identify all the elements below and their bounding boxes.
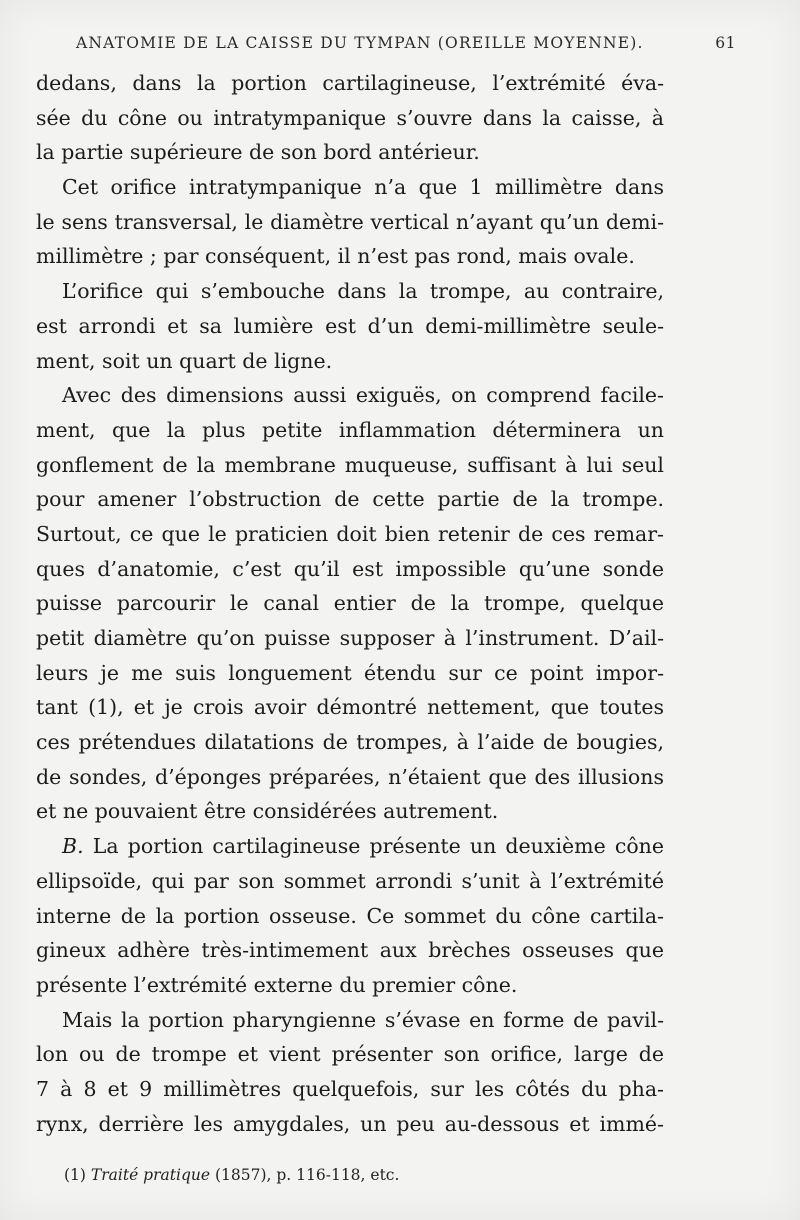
footnote-rule bbox=[36, 1150, 186, 1151]
text-line: leurs je me suis longuement étendu sur ce point impor- bbox=[36, 660, 664, 685]
text-line: pour amener l’obstruction de cette partie de la trompe. bbox=[36, 487, 664, 512]
text-line: Cet orifice intratympanique n’a que 1 millimètre dans bbox=[62, 175, 664, 200]
text-line: ques d’anatomie, c’est qu’il est impossible qu’une sonde bbox=[36, 556, 664, 581]
footnote-marker: (1) bbox=[64, 1166, 86, 1184]
footnote-text: (1857), p. 116-118, etc. bbox=[214, 1166, 400, 1184]
text-line: le sens transversal, le diamètre vertical n’ayant qu’un demi- bbox=[36, 209, 664, 234]
text-line: Mais la portion pharyngienne s’évase en forme de pavil- bbox=[62, 1007, 664, 1032]
text-line: Surtout, ce que le praticien doit bien retenir de ces remar- bbox=[36, 521, 664, 546]
text-line: sée du cône ou intratympanique s’ouvre dans la caisse, à bbox=[36, 105, 664, 130]
text-line: lon ou de trompe et vient présenter son orifice, large de bbox=[36, 1042, 664, 1067]
running-header bbox=[76, 34, 736, 52]
text-line: la partie supérieure de son bord antérieur. bbox=[36, 140, 480, 165]
text-line: de sondes, d’éponges préparées, n’étaient que des illusions bbox=[36, 764, 664, 789]
text-line: ces prétendues dilatations de trompes, à l’aide de bougies, bbox=[36, 730, 664, 755]
running-title: ANATOMIE DE LA CAISSE DU TYMPAN (OREILLE MOYENNE). bbox=[76, 34, 644, 52]
text-line: présente l’extrémité externe du premier cône. bbox=[36, 972, 518, 997]
text-line bbox=[36, 829, 664, 864]
text-line: 7 à 8 et 9 millimètres quelquefois, sur les côtés du pha- bbox=[36, 1076, 664, 1101]
text-line: petit diamètre qu’on puisse supposer à l’instrument. D’ail- bbox=[36, 626, 664, 650]
text-line: ment, soit un quart de ligne. bbox=[36, 348, 333, 373]
text-line: puisse parcourir le canal entier de la trompe, quelque bbox=[36, 591, 664, 616]
text-line: dedans, dans la portion cartilagineuse, l’extrémité éva- bbox=[36, 71, 664, 95]
text-line: gonflement de la membrane muqueuse, suffisant à lui seul bbox=[36, 452, 664, 477]
text-line: gineux adhère très-intimement aux brèches osseuses que bbox=[36, 938, 664, 963]
text-line: millimètre ; par conséquent, il n’est pas rond, mais ovale. bbox=[36, 244, 635, 269]
text-line: Avec des dimensions aussi exiguës, on comprend facile- bbox=[62, 383, 664, 408]
text-line: ellipsoïde, qui par son sommet arrondi s’unit à l’extrémité bbox=[36, 868, 664, 893]
text-line: ment, que la plus petite inflammation déterminera un bbox=[36, 417, 664, 442]
text-line: rynx, derrière les amygdales, un peu au-dessous et immé- bbox=[36, 1111, 664, 1136]
page-number: 61 bbox=[715, 34, 736, 52]
text-line: est arrondi et sa lumière est d’un demi-millimètre seule- bbox=[36, 313, 664, 338]
text-line: interne de la portion osseuse. Ce sommet du cône cartila- bbox=[36, 903, 664, 928]
text-line: tant (1), et je crois avoir démontré nettement, que toutes bbox=[36, 695, 664, 720]
text-line: L’orifice qui s’embouche dans la trompe, au contraire, bbox=[62, 279, 664, 304]
section-letter: B. bbox=[62, 834, 84, 859]
footnote-title: Traité pratique bbox=[90, 1166, 211, 1184]
text-line-content: La portion cartilagineuse présente un deuxième cône bbox=[92, 834, 664, 859]
footnote bbox=[64, 1166, 399, 1184]
text-line: et ne pouvaient être considérées autrement. bbox=[36, 799, 499, 824]
page-body bbox=[36, 66, 664, 1141]
